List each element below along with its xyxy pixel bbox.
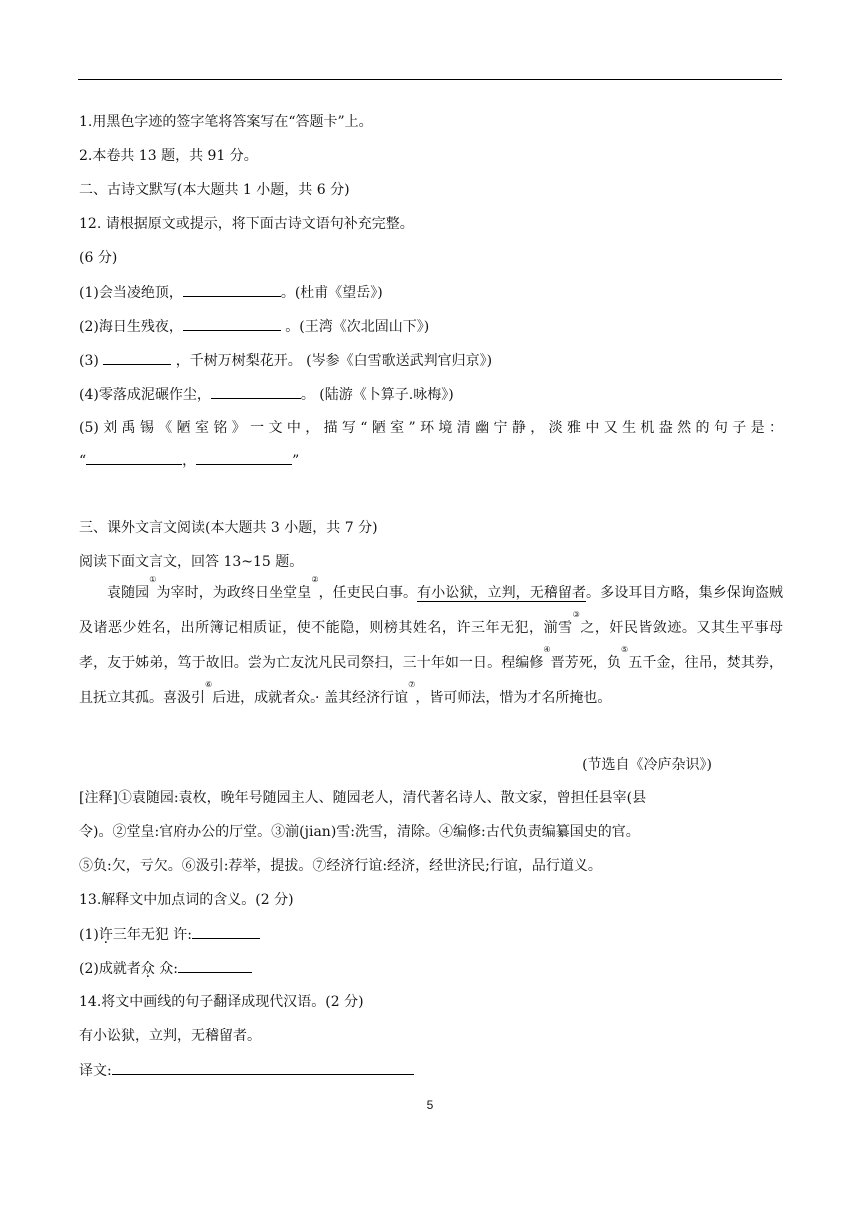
comma: ， — [182, 453, 197, 469]
notes-line-1: [注释]①袁随园:袁枚，晚年号随园主人、随园老人，清代著名诗人、散文家，曾担任县宰(县 — [79, 790, 647, 806]
fill-item-2 — [79, 316, 429, 337]
footnote-marker: ⑦ — [408, 680, 416, 689]
item-prefix: (2)成就者 — [79, 961, 141, 977]
fill-item-4-suffix: 。 (陆游《卜算子.咏梅》) — [300, 387, 454, 403]
answer-blank[interactable] — [211, 384, 301, 399]
passage-segment: 三年无犯，湔雪 — [470, 620, 573, 636]
answer-blank[interactable] — [86, 450, 182, 465]
question-12-score: (6 分) — [79, 250, 118, 266]
question-13: 13.解释文中加点词的含义。(2 分) — [79, 892, 294, 908]
passage-segment: 。多设耳目方略，集乡保询盗贼及诸恶少姓名，出所簿记相质证，使不能隐，则榜其姓名， — [79, 585, 784, 636]
answer-blank[interactable] — [196, 450, 292, 465]
answer-blank[interactable] — [183, 282, 281, 297]
answer-blank[interactable] — [112, 1060, 414, 1075]
passage-segment: 。盖其经济行谊 — [310, 690, 409, 706]
close-quote: ” — [292, 453, 300, 469]
question-12: 12. 请根据原文或提示，将下面古诗文语句补充完整。 — [79, 216, 414, 232]
question-13-2 — [79, 958, 252, 979]
fill-item-3 — [79, 350, 492, 371]
question-14: 14.将文中画线的句子翻译成现代汉语。(2 分) — [79, 994, 364, 1010]
header-rule — [78, 79, 782, 80]
dotted-word-xu: 许 · — [456, 620, 471, 636]
dotted-word-zhong: 众 — [140, 961, 155, 977]
fill-item-1 — [79, 282, 383, 303]
instruction-2: 2.本卷共 13 题，共 91 分。 — [79, 148, 258, 164]
fill-item-3-prefix: (3) — [79, 353, 104, 369]
item-prefix: (1) — [79, 927, 99, 943]
passage-segment: ，任吏民白事。 — [318, 585, 418, 601]
footnote-marker: ③ — [572, 610, 581, 619]
section3-header: 三、课外文言文阅读(本大题共 3 小题，共 7 分) — [79, 520, 378, 536]
question-14-translation — [79, 1060, 414, 1081]
fill-item-2-prefix: (2)海日生残夜， — [79, 319, 183, 335]
notes-line-2: 令)。②堂皇:官府办公的厅堂。③湔(jian)雪:洗雪，清除。④编修:古代负责编纂国史的官。 — [79, 824, 640, 840]
passage-segment: 袁随园 — [107, 585, 150, 601]
fill-item-5-answers — [79, 450, 299, 471]
item-text: 三年无犯 许: — [112, 927, 193, 943]
open-quote: “ — [79, 453, 87, 469]
fill-item-4-prefix: (4)零落成泥碾作尘， — [79, 387, 211, 403]
question-13-1 — [79, 924, 260, 945]
item-text: 众: — [154, 961, 179, 977]
passage-segment: 五千金，往吊，焚其券，且抚立其孤。喜汲引 — [79, 655, 784, 706]
footnote-marker: ② — [311, 575, 319, 584]
dotted-word-zhong: 众 · — [296, 690, 310, 706]
passage-intro: 阅读下面文言文，回答 13~15 题。 — [79, 554, 304, 570]
instruction-1: 1.用黑色字迹的签字笔将答案写在“答题卡”上。 — [79, 114, 373, 130]
passage-source: (节选自《冷庐杂识》) — [582, 757, 712, 773]
fill-item-1-prefix: (1)会当凌绝顶， — [79, 285, 183, 301]
answer-blank[interactable] — [192, 924, 260, 939]
passage-segment: ，皆可师法，惜为才名所掩也。 — [415, 690, 612, 706]
question-14-sentence: 有小讼狱，立判，无稽留者。 — [79, 1028, 261, 1044]
fill-item-1-suffix: 。(杜甫《望岳》) — [280, 285, 383, 301]
passage-segment: 晋芳死，负 — [550, 655, 622, 671]
fill-item-2-suffix: 。(王湾《次北固山下》) — [280, 319, 430, 335]
answer-blank[interactable] — [103, 350, 171, 365]
footnote-marker: ⑥ — [205, 680, 213, 689]
passage-segment: 为宰时，为政终日坐堂皇 — [156, 585, 312, 601]
dotted-word-xu: 许 — [98, 927, 113, 943]
answer-blank[interactable] — [178, 958, 252, 973]
passage-segment: 后进，成就者 — [212, 690, 297, 706]
notes-line-3: ⑤负:欠，亏欠。⑥汲引:荐举，提拔。⑦经济行谊:经济，经世济民;行谊，品行道义。 — [79, 858, 602, 874]
underlined-sentence: 有小讼狱，立判，无稽留者 — [417, 585, 587, 601]
footnote-marker: ⑤ — [621, 645, 629, 654]
section2-header: 二、古诗文默写(本大题共 1 小题，共 6 分) — [79, 182, 350, 198]
page-number: 5 — [426, 1098, 434, 1112]
answer-blank[interactable] — [183, 316, 281, 331]
footnote-marker: ④ — [543, 645, 551, 654]
translation-label: 译文: — [79, 1063, 112, 1079]
fill-item-4 — [79, 384, 454, 405]
footnote-marker: ① — [149, 575, 157, 584]
passage-text — [79, 576, 783, 716]
fill-item-5-prompt: (5)刘禹锡《陋室铭》一文中，描写“陋室”环境清幽宁静，淡雅中又生机盎然的句子是： — [79, 420, 783, 436]
passage-segment: 之，奸民皆敛迹。又其生平事母孝，友于姊弟，笃于故旧。尝为亡友沈凡民司祭扫，三十年如一日。程编修 — [79, 620, 784, 671]
fill-item-3-suffix: ，千树万树梨花开。 (岑参《白雪歌送武判官归京》) — [171, 353, 493, 369]
